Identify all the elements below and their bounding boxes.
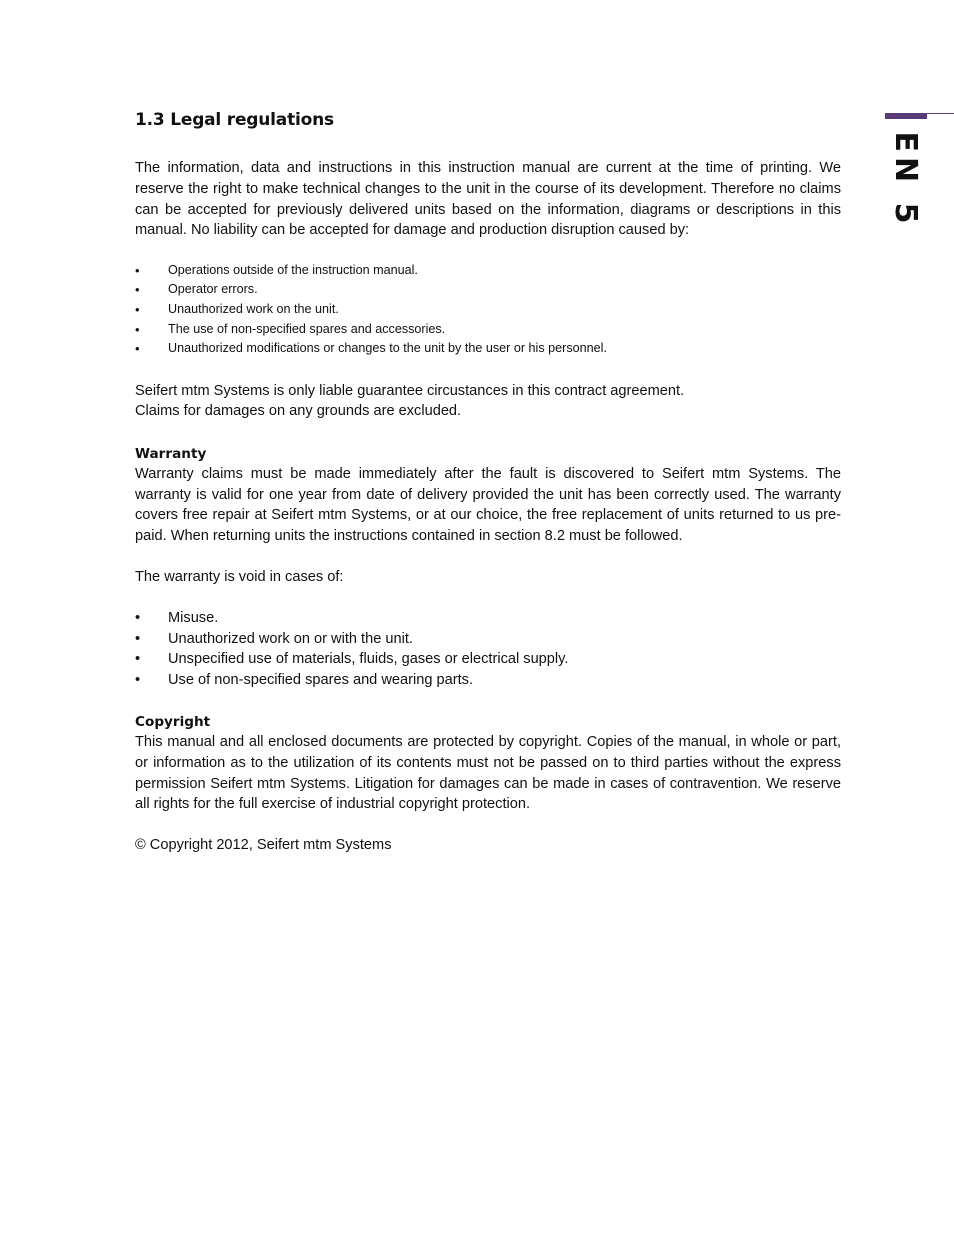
list-item-text: The use of non-specified spares and accessories. [168,321,446,336]
list-item-text: Operator errors. [168,282,258,297]
list-item [135,280,841,300]
section-title: 1.3 Legal regulations [135,110,334,130]
warranty-paragraph: Warranty claims must be made immediately after the fault is discovered to Seifert mtm Systems. The warranty is valid for one year from date of delivery provided the unit has been correctly used. The warranty covers free repair at Seifert mtm Systems, or at our choice, the free replacement of units returned to us pre-paid. When returning units the instructions contained in section 8.2 must be followed. [135,465,841,544]
bullet-icon: • [135,671,141,688]
bullet-icon: • [135,630,141,647]
list-item [135,300,841,320]
list-item-text: Unauthorized modifications or changes to the unit by the user or his personnel. [168,341,607,356]
list-item-text: Use of non-specified spares and wearing parts. [168,671,474,688]
list-item [135,261,841,281]
page-number: 5 [888,202,923,229]
bullet-icon: • [135,341,140,357]
liability-causes-list [135,261,841,359]
page-tab-line [927,113,954,114]
bullet-icon: • [135,282,140,298]
warranty-void-intro: The warranty is void in cases of: [135,568,344,585]
bullet-icon: • [135,301,140,317]
bullet-icon: • [135,651,141,668]
copyright-notice: © Copyright 2012, Seifert mtm Systems [135,837,392,854]
language-code: EN [888,131,923,188]
page-tab-marker [885,113,954,116]
page-content [135,110,841,856]
language-page-label [885,130,925,230]
bullet-icon: • [135,610,141,627]
bullet-icon: • [135,321,140,337]
list-item-text: Unauthorized work on or with the unit. [168,630,413,647]
copyright-paragraph: This manual and all enclosed documents are protected by copyright. Copies of the manual, in whole or part, or information as to the utilization of its contents must not be passed on to third parties without the express permission Seifert mtm Systems. Litigation for damages can be made in cases of contravention. We reserve all rights for the full exercise of industrial copyright protection. [135,734,841,813]
claims-statement: Claims for damages on any grounds are excluded. [135,403,462,420]
list-item [135,320,841,340]
list-item [135,629,841,650]
list-item-text: Operations outside of the instruction manual. [168,262,418,277]
list-item-text: Misuse. [168,610,219,627]
list-item-text: Unauthorized work on the unit. [168,301,339,316]
page-tab-accent [885,113,927,119]
list-item [135,339,841,359]
liability-statement: Seifert mtm Systems is only liable guarantee circustances in this contract agreement. [135,382,685,399]
warranty-heading: Warranty [135,445,207,462]
bullet-icon: • [135,262,140,278]
intro-paragraph: The information, data and instructions in this instruction manual are current at the time of printing. We reserve the right to make technical changes to the unit in the course of its development. Therefore no claims can be accepted for previously delivered units based on the information, diagrams or descriptions in this manual. No liability can be accepted for damage and production disruption caused by: [135,160,841,239]
list-item [135,670,841,691]
list-item [135,649,841,670]
copyright-heading: Copyright [135,714,211,731]
list-item-text: Unspecified use of materials, fluids, gases or electrical supply. [168,651,569,668]
warranty-void-list [135,608,841,690]
list-item [135,608,841,629]
